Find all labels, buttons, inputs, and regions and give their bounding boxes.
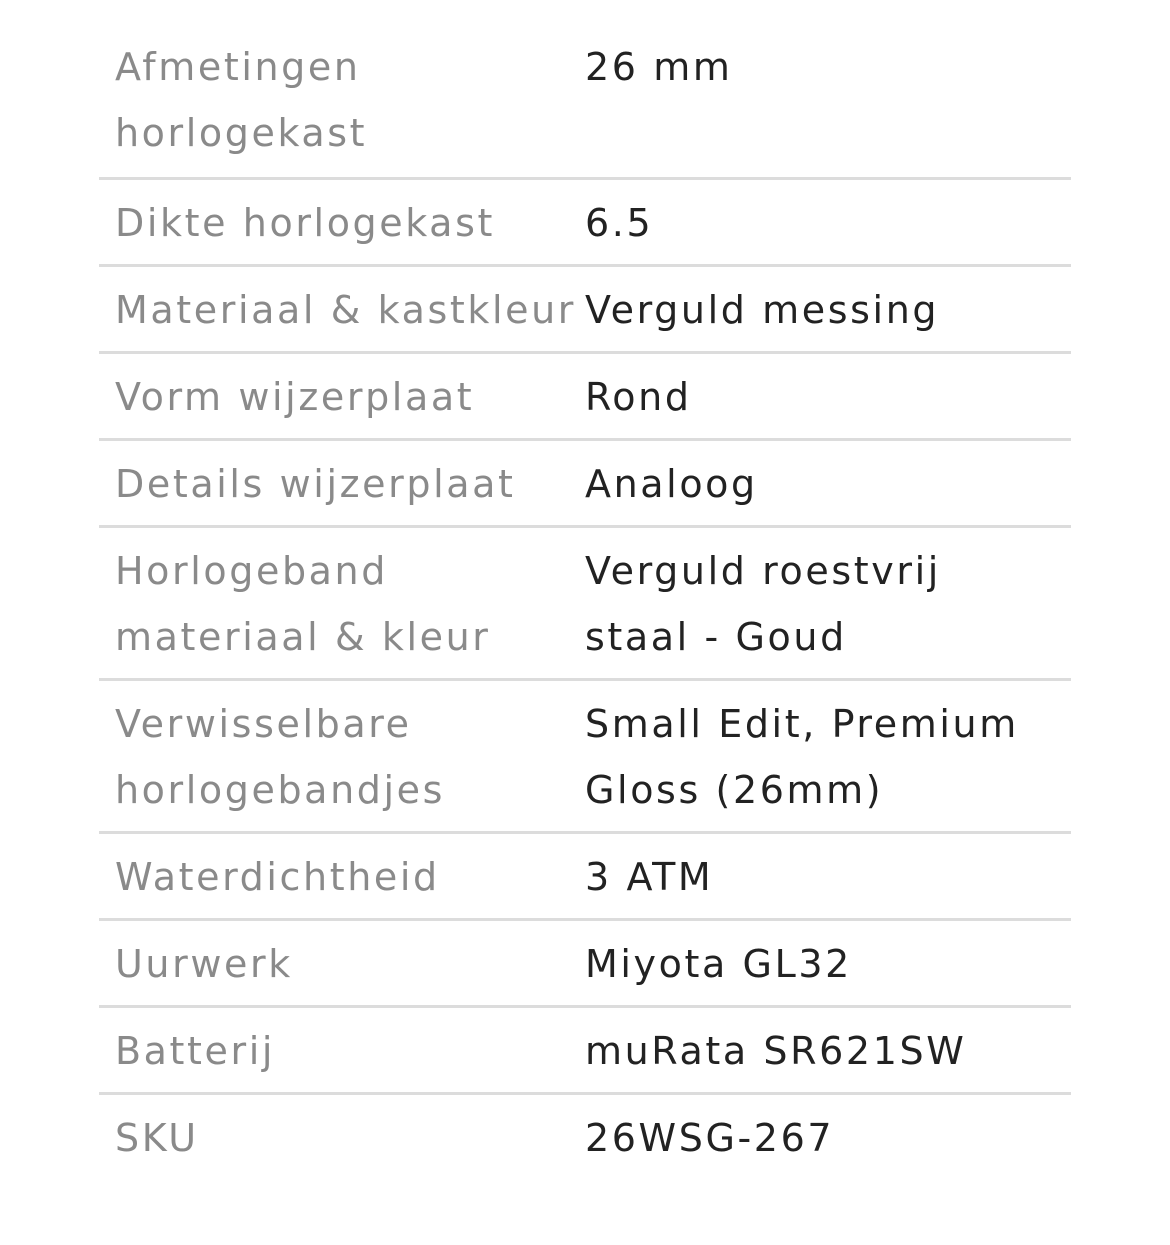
spec-row-case-material bbox=[99, 267, 1071, 354]
spec-label bbox=[99, 538, 585, 678]
spec-label-line: Verwisselbare bbox=[115, 702, 412, 746]
spec-value bbox=[585, 538, 1071, 678]
specifications-table bbox=[99, 0, 1071, 1182]
spec-value-line: 3 ATM bbox=[585, 855, 714, 899]
spec-value-line: Gloss (26mm) bbox=[585, 768, 884, 812]
spec-label-line: Dikte horlogekast bbox=[115, 201, 495, 245]
spec-value bbox=[585, 451, 1071, 525]
spec-row-interchangeable-straps bbox=[99, 681, 1071, 834]
spec-row-water-resistance bbox=[99, 834, 1071, 921]
spec-row-dial-details bbox=[99, 441, 1071, 528]
spec-label-line: SKU bbox=[115, 1116, 199, 1160]
spec-value bbox=[585, 691, 1071, 831]
spec-row-dial-shape bbox=[99, 354, 1071, 441]
spec-label bbox=[99, 931, 585, 1005]
spec-row-sku bbox=[99, 1095, 1071, 1182]
spec-label-line: horlogebandjes bbox=[115, 768, 446, 812]
spec-label-line: Vorm wijzerplaat bbox=[115, 375, 475, 419]
spec-label-line: Waterdichtheid bbox=[115, 855, 440, 899]
spec-label-line: materiaal & kleur bbox=[115, 615, 491, 659]
spec-value-line: Rond bbox=[585, 375, 692, 419]
spec-value bbox=[585, 364, 1071, 438]
spec-label-line: Batterij bbox=[115, 1029, 276, 1073]
spec-label bbox=[99, 1018, 585, 1092]
spec-label bbox=[99, 844, 585, 918]
spec-label bbox=[99, 451, 585, 525]
spec-label-line: Afmetingen bbox=[115, 45, 361, 89]
spec-value bbox=[585, 1105, 1071, 1182]
spec-value bbox=[585, 844, 1071, 918]
spec-label bbox=[99, 364, 585, 438]
spec-value-line: Small Edit, Premium bbox=[585, 702, 1019, 746]
spec-row-case-size bbox=[99, 0, 1071, 180]
spec-label bbox=[99, 691, 585, 831]
spec-label-line: Uurwerk bbox=[115, 942, 293, 986]
spec-value-line: Miyota GL32 bbox=[585, 942, 852, 986]
spec-row-battery bbox=[99, 1008, 1071, 1095]
spec-label bbox=[99, 190, 585, 264]
spec-label-line: Horlogeband bbox=[115, 549, 388, 593]
spec-label bbox=[99, 34, 585, 177]
spec-row-case-thickness bbox=[99, 180, 1071, 267]
spec-value-line: 26WSG-267 bbox=[585, 1116, 835, 1160]
spec-value-line: Analoog bbox=[585, 462, 758, 506]
spec-value-line: staal - Goud bbox=[585, 615, 847, 659]
spec-label-line: Materiaal & kastkleur bbox=[115, 288, 577, 332]
spec-value bbox=[585, 931, 1071, 1005]
spec-value-line: 6.5 bbox=[585, 201, 654, 245]
spec-value bbox=[585, 34, 1071, 177]
spec-value bbox=[585, 277, 1071, 351]
spec-label bbox=[99, 277, 585, 351]
spec-row-strap-material bbox=[99, 528, 1071, 681]
spec-label bbox=[99, 1105, 585, 1182]
spec-value bbox=[585, 190, 1071, 264]
spec-row-movement bbox=[99, 921, 1071, 1008]
spec-label-line: horlogekast bbox=[115, 111, 368, 155]
spec-value bbox=[585, 1018, 1071, 1092]
spec-value-line: 26 mm bbox=[585, 45, 733, 89]
spec-value-line: Verguld roestvrij bbox=[585, 549, 941, 593]
spec-value-line: muRata SR621SW bbox=[585, 1029, 967, 1073]
spec-label-line: Details wijzerplaat bbox=[115, 462, 516, 506]
spec-value-line: Verguld messing bbox=[585, 288, 940, 332]
